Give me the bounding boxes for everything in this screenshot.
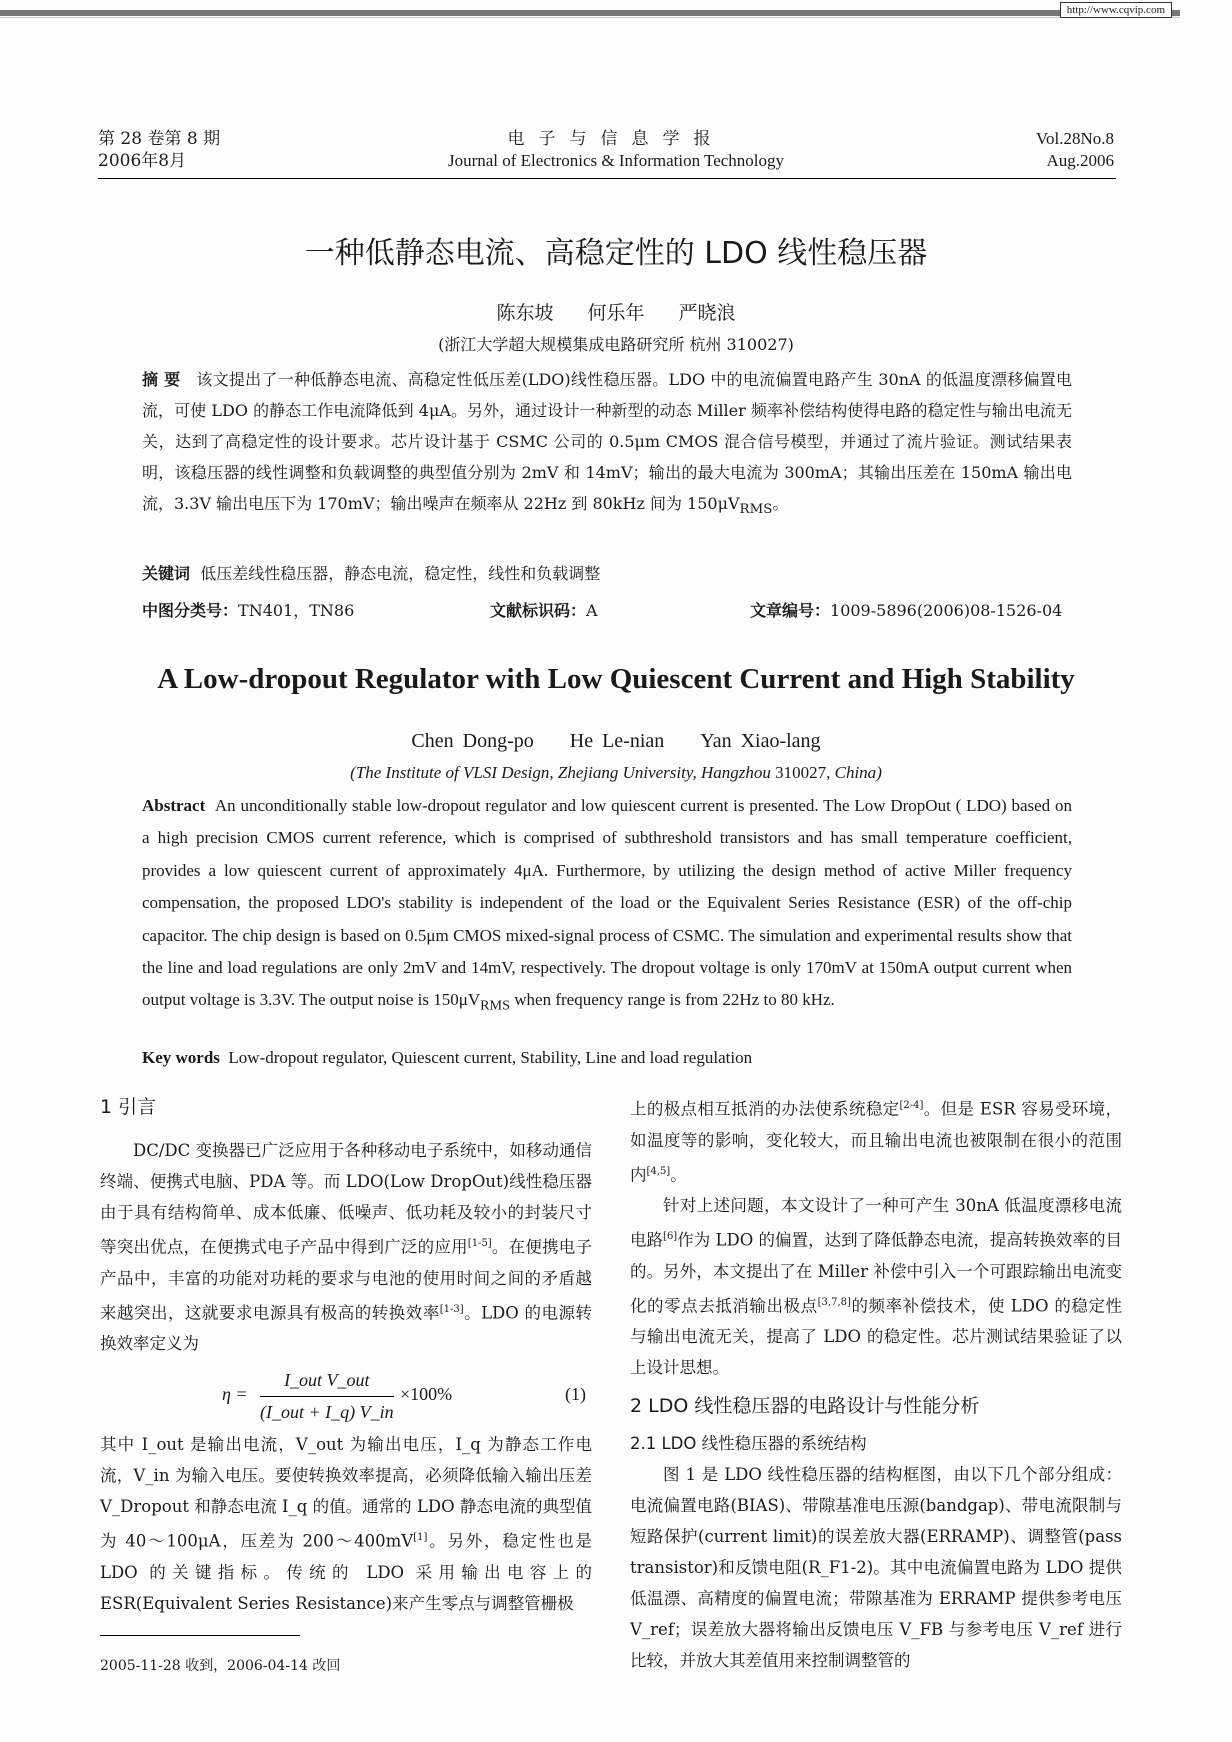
journal-name-cn: 电子与信息学报 [507, 129, 725, 149]
section-2-heading: 2 LDO 线性稳压器的电路设计与性能分析 [630, 1395, 980, 1417]
section-1-heading: 1 引言 [100, 1096, 157, 1118]
s1p3b: 。但是 ESR 容易受环境，如温度等的影响，变化较大，而且输出电流也被限制在很小的范围内 [630, 1099, 1122, 1184]
affiliation-en-country: China [834, 763, 877, 782]
ref-2: [1-3] [439, 1303, 464, 1315]
clc-label: 中图分类号： [142, 601, 239, 620]
date-cn: 2006年8月 [98, 151, 187, 171]
s1p2b: 。另外，稳定性也是 LDO 的关键指标。传统的 LDO 采用输出电容上的 ESR(Equivalent Series Resistance)来产生零点与调整管栅极 [100, 1531, 592, 1613]
volume-en: Vol.28No.8 [1035, 129, 1114, 148]
s1p3c: 。 [670, 1165, 687, 1184]
s1p1b: 。在便携电子产品中，丰富的功能对功耗的要求与电池的使用时间之间的矛盾越来越突出，这就要求电源具有极高的转换效率 [100, 1237, 593, 1322]
section-1-paragraph-4 [630, 1190, 1122, 1383]
authors-en [0, 730, 1232, 753]
ref-7: [3,7,8] [817, 1296, 851, 1308]
abstract-cn-end: 。 [772, 494, 789, 513]
source-url-link[interactable]: http://www.cqvip.com [1060, 2, 1172, 18]
footnote-rule [100, 1635, 300, 1636]
keywords-cn-label: 关键词 [142, 564, 191, 583]
article-number [750, 598, 1062, 621]
ref-5: [4,5] [646, 1165, 671, 1177]
eq-denominator: (I_out + I_q) V_in [260, 1402, 394, 1422]
date-en: Aug.2006 [1046, 151, 1114, 170]
abstract-en-sub: RMS [480, 997, 510, 1014]
clc-number [142, 598, 354, 621]
keywords-en-text: Low-dropout regulator, Quiescent current, Stability, Line and load regulation [228, 1048, 753, 1067]
ref-4: [2-4] [899, 1100, 924, 1111]
eq-numerator: I_out V_out [260, 1365, 394, 1397]
affiliation-cn: (浙江大学超大规模集成电路研究所 杭州 310027) [438, 335, 794, 354]
footnote-dates: 2005-11-28 收到，2006-04-14 改回 [100, 1658, 341, 1674]
s1p4c: 的频率补偿技术，使 LDO 的稳定性与输出电流无关，提高了 LDO 的稳定性。芯片测试结果验证了以上设计思想。 [630, 1296, 1123, 1377]
keywords-cn [142, 558, 1072, 589]
section-1-paragraph-1 [100, 1135, 592, 1359]
keywords-cn-text: 低压差线性稳压器，静态电流，稳定性，线性和负载调整 [200, 564, 601, 583]
eq-number: (1) [565, 1384, 586, 1404]
affiliation-en: (The Institute of VLSI Design, Zhejiang University, Hangzhou 310027, China) [350, 763, 882, 782]
top-rule [0, 10, 1180, 16]
author-3: Yan Xiao-lang [700, 730, 821, 752]
section-1-paragraph-2 [100, 1429, 592, 1619]
clc-value: TN401，TN86 [238, 601, 355, 620]
doc-label: 文献标识码： [490, 601, 587, 620]
abstract-cn-text: 该文提出了一种低静态电流、高稳定性低压差(LDO)线性稳压器。LDO 中的电流偏置电路产生 30nA 的低温度漂移偏置电流，可使 LDO 的静态工作电流降低到 4μA。另外，通过设计一种新型的动态 Miller 频率补偿结构使得电路的稳定性与输出电流无关，达到了高稳定性的设计要求。芯片设计基于 CSMC 公司的 0.5μm CMOS 混合信号模型，并通过了流片验证。测试结果表明，该稳压器的线性调整和负载调整的典型值分别为 2mV 和 14mV；输出的最大电流为 300mA；其输出压差在 150mA 输出电流，3.3V 输出电压下为 170mV；输出噪声在频率从 22Hz 到 80kHz 间为 150μV [142, 370, 1072, 513]
s1p4b: 作为 LDO 的偏置，达到了降低静态电流，提高转换效率的目的。另外，本文提出了在 Miller 补偿中引入一个可跟踪输出电流变化的零点去抵消输出极点 [630, 1230, 1123, 1315]
section-1-paragraph-3 [630, 1090, 1122, 1190]
authors-cn: 陈东坡 何乐年 严晓浪 [496, 302, 736, 324]
top-rule-thin [0, 17, 1180, 18]
abstract-cn-sub: RMS [739, 502, 773, 518]
keywords-en-label: Key words [142, 1048, 220, 1067]
doc-value: A [586, 601, 598, 620]
eq-eta: η = [222, 1384, 248, 1404]
column-left [100, 1090, 592, 1619]
section-2-paragraph-1: 图 1 是 LDO 线性稳压器的结构框图，由以下几个部分组成：电流偏置电路(BIAS)、带隙基准电压源(bandgap)、带电流限制与短路保护(current limit)的误差放大器(ERRAMP)、调整管(pass transistor)和反馈电阻(R_F1-2)。其中电流偏置电路为 LDO 提供低温漂、高精度的偏置电流；带隙基准为 ERRAMP 提供参考电压 V_ref；误差放大器将输出反馈电压 V_FB 与参考电压 V_ref 进行比较，并放大其差值用来控制调整管的 [630, 1465, 1122, 1670]
abstract-en-label: Abstract [142, 796, 206, 815]
abstract-cn [142, 364, 1072, 525]
equation-1 [100, 1359, 592, 1429]
keywords-en [142, 1048, 752, 1068]
abstract-en-text: An unconditionally stable low-dropout regulator and low quiescent current is presented. The Low DropOut ( LDO) based on a high precision CMOS current reference, which is comprised of subthreshold transistors and has small temperature coefficient, provides a low quiescent current of approximately 4μA. Furthermore, by utilizing the design method of active Miller frequency compensation, the proposed LDO's stability is independent of the load or the Equivalent Series Resistance (ESR) of the off-chip capacitor. The chip design is based on 0.5μm CMOS mixed-signal process of CSMC. The simulation and experimental results show that the line and load regulations are only 2mV and 14mV, respectively. The dropout voltage is only 170mV at 150mA output current when output voltage is 3.3V. The output noise is 150μV [142, 796, 1072, 1010]
journal-name-en: Journal of Electronics & Information Technology [447, 151, 785, 170]
header-rule [98, 178, 1116, 179]
ref-6: [6] [663, 1231, 678, 1242]
volume-cn: 第 28 卷第 8 期 [98, 129, 221, 149]
s1p4: 针对上述问题，本文设计了一种可产生 30nA 低温度漂移电流电路 [630, 1196, 1122, 1250]
author-2: He Le-nian [569, 730, 665, 752]
s1p1: DC/DC 变换器已广泛应用于各种移动电子系统中，如移动通信终端、便携式电脑、PDA 等。而 LDO(Low DropOut)线性稳压器由于具有结构简单、成本低廉、低噪声、低功耗及较小的封装尺寸等突出优点，在便携式电子产品中得到广泛的应用 [100, 1141, 592, 1257]
s1p3: 上的极点相互抵消的办法使系统稳定 [630, 1099, 900, 1119]
affiliation-en-zip: 310027, [770, 763, 835, 782]
abstract-cn-label: 摘 要 [142, 370, 181, 389]
ref-3: [1] [413, 1532, 428, 1543]
s1p1c: 。LDO 的电源转换效率定义为 [100, 1303, 592, 1353]
paper-title-en: A Low-dropout Regulator with Low Quiescent Current and High Stability [157, 663, 1075, 695]
art-label: 文章编号： [750, 601, 831, 620]
document-code [490, 598, 598, 621]
journal-issue-en [1036, 128, 1114, 172]
column-right [630, 1090, 1122, 1676]
section-2-1-heading: 2.1 LDO 线性稳压器的系统结构 [630, 1434, 867, 1453]
paper-title-cn: 一种低静态电流、高稳定性的 LDO 线性稳压器 [304, 236, 928, 271]
author-1: Chen Dong-po [411, 730, 534, 752]
abstract-en-end: when frequency range is from 22Hz to 80 kHz. [510, 990, 835, 1010]
affiliation-en-inst: The Institute of VLSI Design, Zhejiang University, Hangzhou [355, 763, 771, 782]
eq-fraction [260, 1365, 394, 1428]
abstract-en [142, 790, 1072, 1022]
art-value: 1009-5896(2006)08-1526-04 [830, 601, 1063, 620]
eq-percent: ×100% [400, 1384, 453, 1404]
ref-1: [1-5] [467, 1238, 492, 1249]
s1p2: 其中 I_out 是输出电流，V_out 为输出电压，I_q 为静态工作电流，V_in 为输入电压。要使转换效率提高，必须降低输入输出压差 V_Dropout 和静态电流 I_q 的值。通常的 LDO 静态电流的典型值为 40～100μA，压差为 200～400mV [100, 1435, 592, 1551]
